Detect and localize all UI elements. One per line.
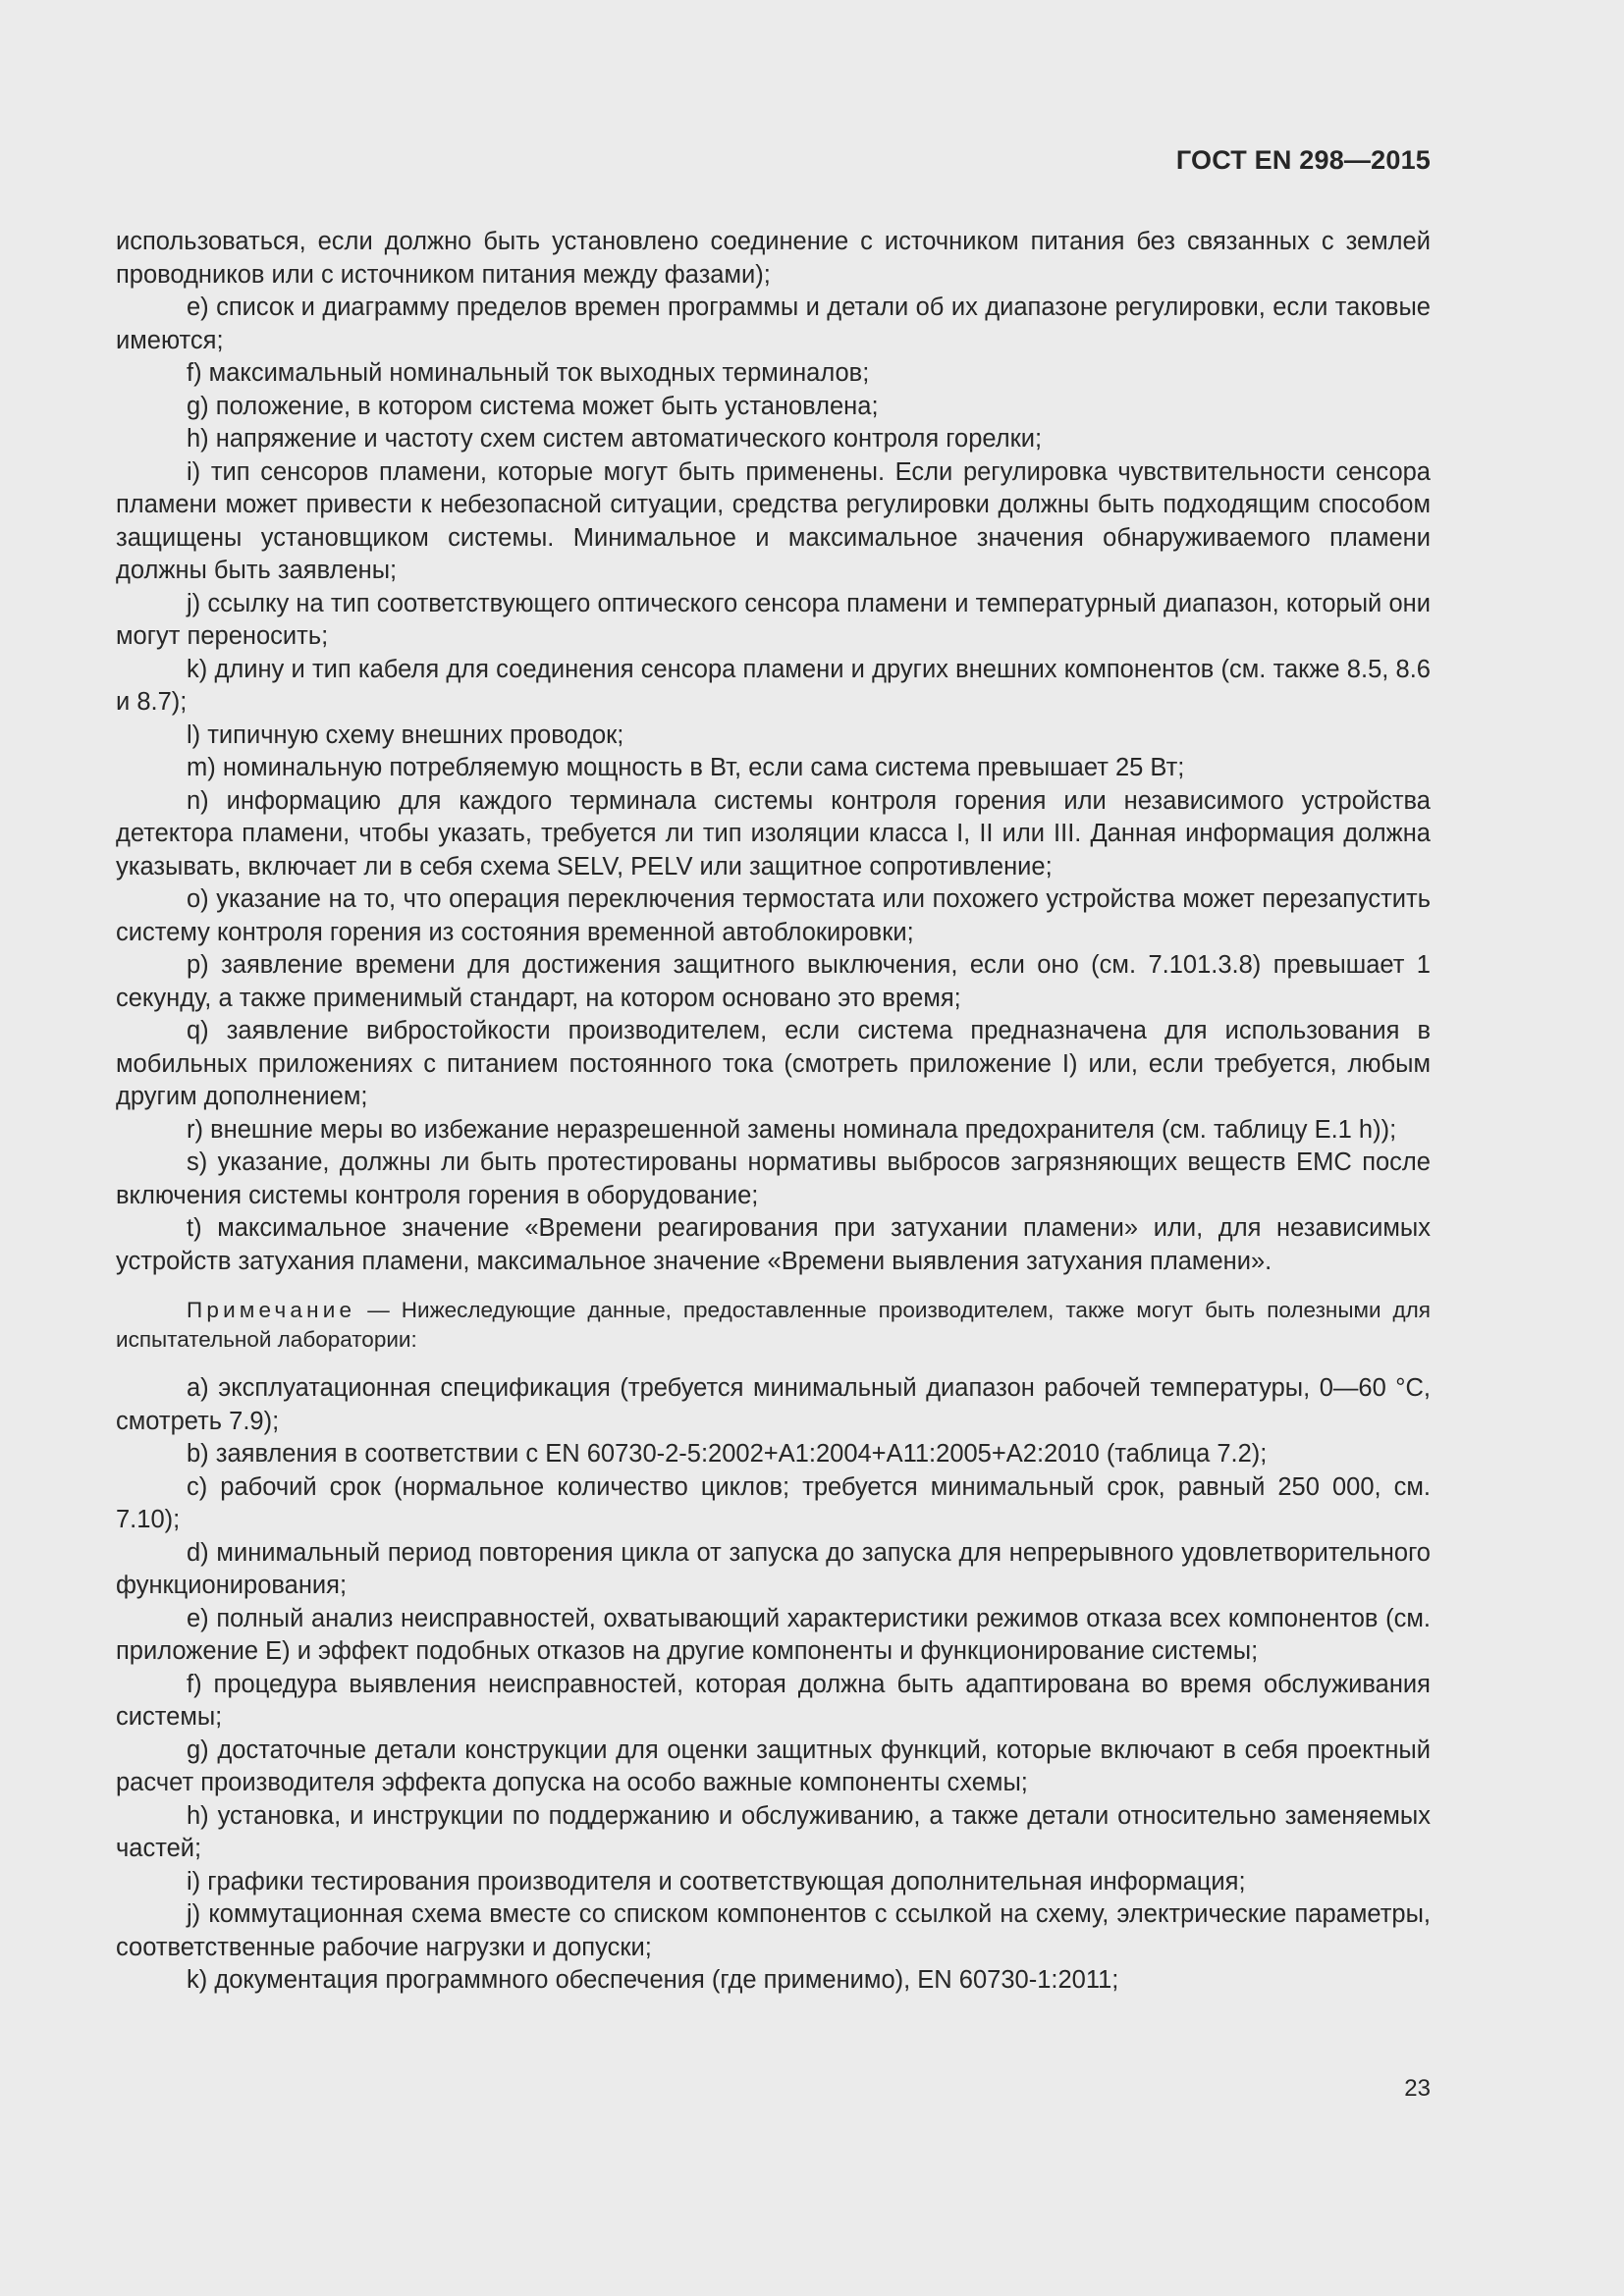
list-item-s: s) указание, должны ли быть протестированы нормативы выбросов загрязняющих веществ EMC после включения системы контроля горения в оборудование; [116, 1148, 1431, 1209]
list-item-o: o) указание на то, что операция переключения термостата или похожего устройства может перезапустить систему контроля горения из состояния временной автоблокировки; [116, 885, 1431, 946]
list-item-n: n) информацию для каждого терминала системы контроля горения или независимого устройства детектора пламени, чтобы указать, требуется ли тип изоляции класса I, II или III. Данная информация должна указывать, включает ли в себя схема SELV, PELV или защитное сопротивление; [116, 786, 1431, 881]
list-item-g: g) положение, в котором система может быть установлена; [187, 392, 879, 420]
note-paragraph [116, 1296, 1431, 1355]
manufacturer-item-d: d) минимальный период повторения цикла от запуска до запуска для непрерывного удовлетворительного функционирования; [116, 1538, 1431, 1599]
manufacturer-item-g: g) достаточные детали конструкции для оценки защитных функций, которые включают в себя проектный расчет производителя эффекта допуска на особо важные компоненты схемы; [116, 1735, 1431, 1796]
manufacturer-item-h: h) установка, и инструкции по поддержанию и обслуживанию, а также детали относительно заменяемых частей; [116, 1801, 1431, 1862]
manufacturer-item-e: e) полный анализ неисправностей, охватывающий характеристики режимов отказа всех компонентов (см. приложение E) и эффект подобных отказов на другие компоненты и функционирование системы; [116, 1604, 1431, 1665]
list-item-p: p) заявление времени для достижения защитного выключения, если оно (см. 7.101.3.8) превышает 1 секунду, а также применимый стандарт, на котором основано это время; [116, 951, 1431, 1012]
list-item-e: e) список и диаграмму пределов времен программы и детали об их диапазоне регулировки, если таковые имеются; [116, 294, 1431, 354]
page-number: 23 [1404, 2075, 1431, 2102]
list-item-m: m) номинальную потребляемую мощность в Вт, если сама система превышает 25 Вт; [187, 754, 1185, 781]
manufacturer-item-a: a) эксплуатационная спецификация (требуется минимальный диапазон рабочей температуры, 0—60 °С, смотреть 7.9); [116, 1374, 1431, 1435]
list-item-i: i) тип сенсоров пламени, которые могут быть применены. Если регулировка чувствительности сенсора пламени может привести к небезопасной ситуации, средства регулировки должны быть подходящим способом защищены установщиком системы. Минимальное и максимальное значения обнаруживаемого пламени должны быть заявлены; [116, 457, 1431, 584]
note-text: — Нижеследующие данные, предоставленные производителем, также могут быть полезными для испытательной лаборатории: [116, 1298, 1431, 1352]
paragraph-continuation: использоваться, если должно быть установлено соединение с источником питания без связанных с землей проводников или с источником питания между фазами); [116, 228, 1431, 289]
list-item-f: f) максимальный номинальный ток выходных терминалов; [187, 359, 870, 387]
manufacturer-item-j: j) коммутационная схема вместе со списком компонентов с ссылкой на схему, электрические параметры, соответственные рабочие нагрузки и допуски; [116, 1900, 1431, 1961]
manufacturer-item-b: b) заявления в соответствии с EN 60730-2-5:2002+A1:2004+A11:2005+A2:2010 (таблица 7.2); [187, 1440, 1268, 1468]
list-item-j: j) ссылку на тип соответствующего оптического сенсора пламени и температурный диапазон, который они могут переносить; [116, 589, 1431, 650]
list-item-t: t) максимальное значение «Времени реагирования при затухании пламени» или, для независимых устройств затухания пламени, максимальное значение «Времени выявления затухания пламени». [116, 1214, 1431, 1275]
list-item-h: h) напряжение и частоту схем систем автоматического контроля горелки; [187, 425, 1043, 453]
note-label: Примечание [187, 1298, 356, 1322]
list-item-r: r) внешние меры во избежание неразрешенной замены номинала предохранителя (см. таблицу E.1 h)); [187, 1115, 1397, 1144]
document-header: ГОСТ EN 298—2015 [1175, 145, 1431, 175]
document-body [116, 226, 1431, 1998]
manufacturer-item-c: c) рабочий срок (нормальное количество циклов; требуется минимальный срок, равный 250 000, см. 7.10); [116, 1472, 1431, 1533]
list-item-l: l) типичную схему внешних проводок; [187, 721, 624, 749]
manufacturer-item-f: f) процедура выявления неисправностей, которая должна быть адаптирована во время обслуживания системы; [116, 1670, 1431, 1731]
list-item-q: q) заявление вибростойкости производителем, если система предназначена для использования в мобильных приложениях с питанием постоянного тока (смотреть приложение I) или, если требуется, любым другим дополнением; [116, 1017, 1431, 1110]
manufacturer-item-i: i) графики тестирования производителя и соответствующая дополнительная информация; [187, 1867, 1246, 1896]
list-item-k: k) длину и тип кабеля для соединения сенсора пламени и других внешних компонентов (см. также 8.5, 8.6 и 8.7); [116, 655, 1431, 716]
manufacturer-item-k: k) документация программного обеспечения (где применимо), EN 60730-1:2011; [187, 1966, 1119, 1994]
